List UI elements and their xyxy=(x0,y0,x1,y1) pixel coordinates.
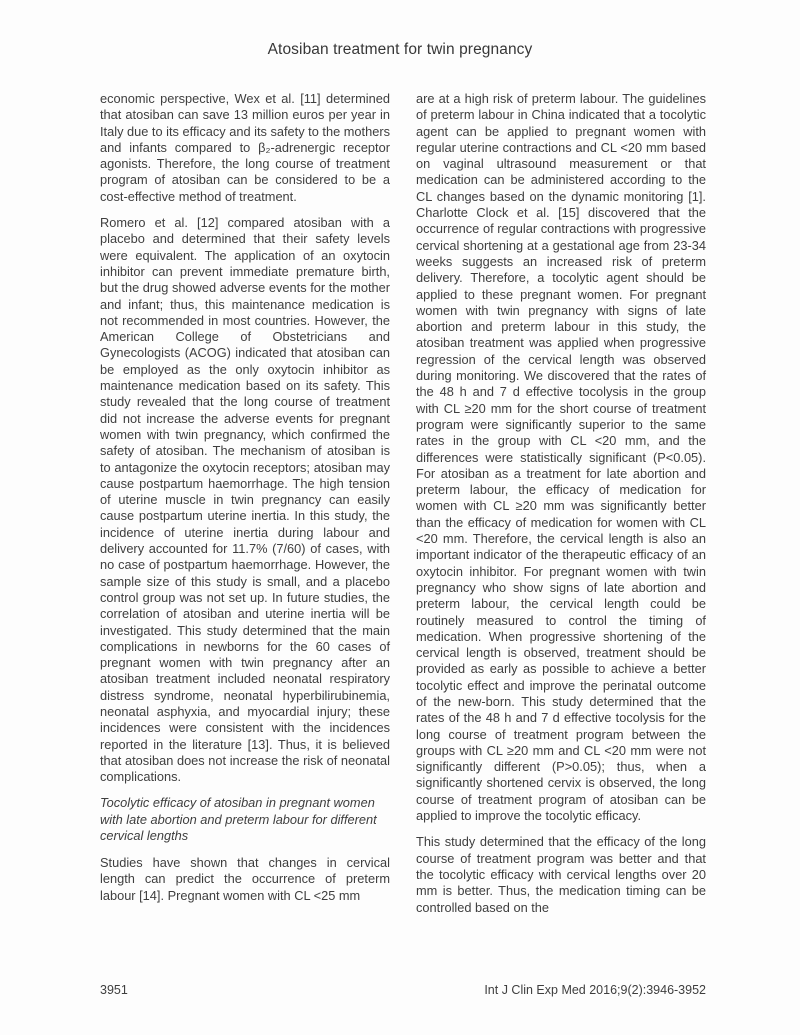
paragraph: Romero et al. [12] compared atosiban with a placebo and determined that their safety levels were equivalent. The application of an oxytocin inhibitor can prevent immediate premature birth, but the drug showed adverse events for the mother and infant; thus, this maintenance medication is not recommended in most countries. However, the American College of Obstetricians and Gynecologists (ACOG) indicated that atosiban can be employed as the only oxytocin inhibitor as maintenance medication based on its safety. This study revealed that the long course of treatment did not increase the adverse events for pregnant women with twin pregnancy, which confirmed the safety of atosiban. The mechanism of atosiban is to antagonize the oxytocin receptors; atosiban may cause postpartum haemorrhage. The high tension of uterine muscle in twin pregnancy can easily cause postpartum uterine inertia. In this study, the incidence of uterine inertia during labour and delivery accounted for 11.7% (7/60) of cases, with no case of postpartum haemorrhage. However, the sample size of this study is small, and a placebo control group was not set up. In future studies, the correlation of atosiban and uterine inertia will be investigated. This study determined that the main complications in newborns for the 60 cases of pregnant women with twin pregnancy after an atosiban treatment included neonatal respiratory distress syndrome, neonatal hyperbilirubinemia, neonatal asphyxia, and myocardial injury; these incidences were consistent with the incidences reported in the literature [13]. Thus, it is believed that atosiban does not increase the risk of neonatal complications. xyxy=(100,215,390,785)
paragraph: Studies have shown that changes in cervical length can predict the occurrence of preterm labour [14]. Pregnant women with CL <25 mm xyxy=(100,854,390,903)
paragraph: This study determined that the efficacy of the long course of treatment program was better and that the tocolytic efficacy with cervical lengths over 20 mm is better. Thus, the medication timing can be controlled based on the xyxy=(416,834,706,915)
two-column-text-body xyxy=(100,91,706,926)
right-column xyxy=(416,91,706,926)
paragraph: economic perspective, Wex et al. [11] determined that atosiban can save 13 million euros per year in Italy due to its efficacy and its safety to the mothers and infants compared to β₂-adrenergic receptor agonists. Therefore, the long course of treatment program of atosiban can be considered to be a cost-effective method of treatment. xyxy=(100,91,390,204)
section-heading: Tocolytic efficacy of atosiban in pregnant women with late abortion and preterm labour for different cervical lengths xyxy=(100,795,377,844)
left-column xyxy=(100,91,390,926)
page-footer xyxy=(100,983,706,997)
paragraph: are at a high risk of preterm labour. The guidelines of preterm labour in China indicated that a tocolytic agent can be applied to pregnant women with regular uterine contractions and CL <20 mm based on vaginal ultrasound measurement or that medication can be administered according to the CL changes based on the dynamic monitoring [1]. Charlotte Clock et al. [15] discovered that the occurrence of regular contractions with progressive cervical shortening at a gestational age from 23-34 weeks suggests an increased risk of preterm delivery. Therefore, a tocolytic agent should be applied to these pregnant women. For pregnant women with twin pregnancy with signs of late abortion and preterm labour in this study, the atosiban treatment was applied when progressive regression of the cervical length was observed during monitoring. We discovered that the rates of the 48 h and 7 d effective tocolysis in the group with CL ≥20 mm for the short course of treatment program were significantly superior to the same rates in the group with CL <20 mm, and the differences were statistically significant (P<0.05). For atosiban as a treatment for late abortion and preterm labour, the efficacy of medication for women with CL ≥20 mm was significantly better than the efficacy of medication for women with CL <20 mm. Therefore, the cervical length is also an important indicator of the therapeutic efficacy of an oxytocin inhibitor. For pregnant women with twin pregnancy who show signs of late abortion and preterm labour, the cervical length could be routinely measured to control the timing of medication. When progressive shortening of the cervical length is observed, treatment should be provided as early as possible to achieve a better tocolytic effect and improve the perinatal outcome of the new-born. This study determined that the rates of the 48 h and 7 d effective tocolysis for the long course of treatment program between the groups with CL ≥20 mm and CL <20 mm were not significantly different (P>0.05); thus, when a significantly shortened cervix is observed, the long course of treatment program of atosiban can be applied to improve the tocolytic efficacy. xyxy=(416,91,706,824)
page-number: 3951 xyxy=(100,983,128,997)
journal-reference: Int J Clin Exp Med 2016;9(2):3946-3952 xyxy=(484,983,706,997)
page-title: Atosiban treatment for twin pregnancy xyxy=(267,41,533,58)
